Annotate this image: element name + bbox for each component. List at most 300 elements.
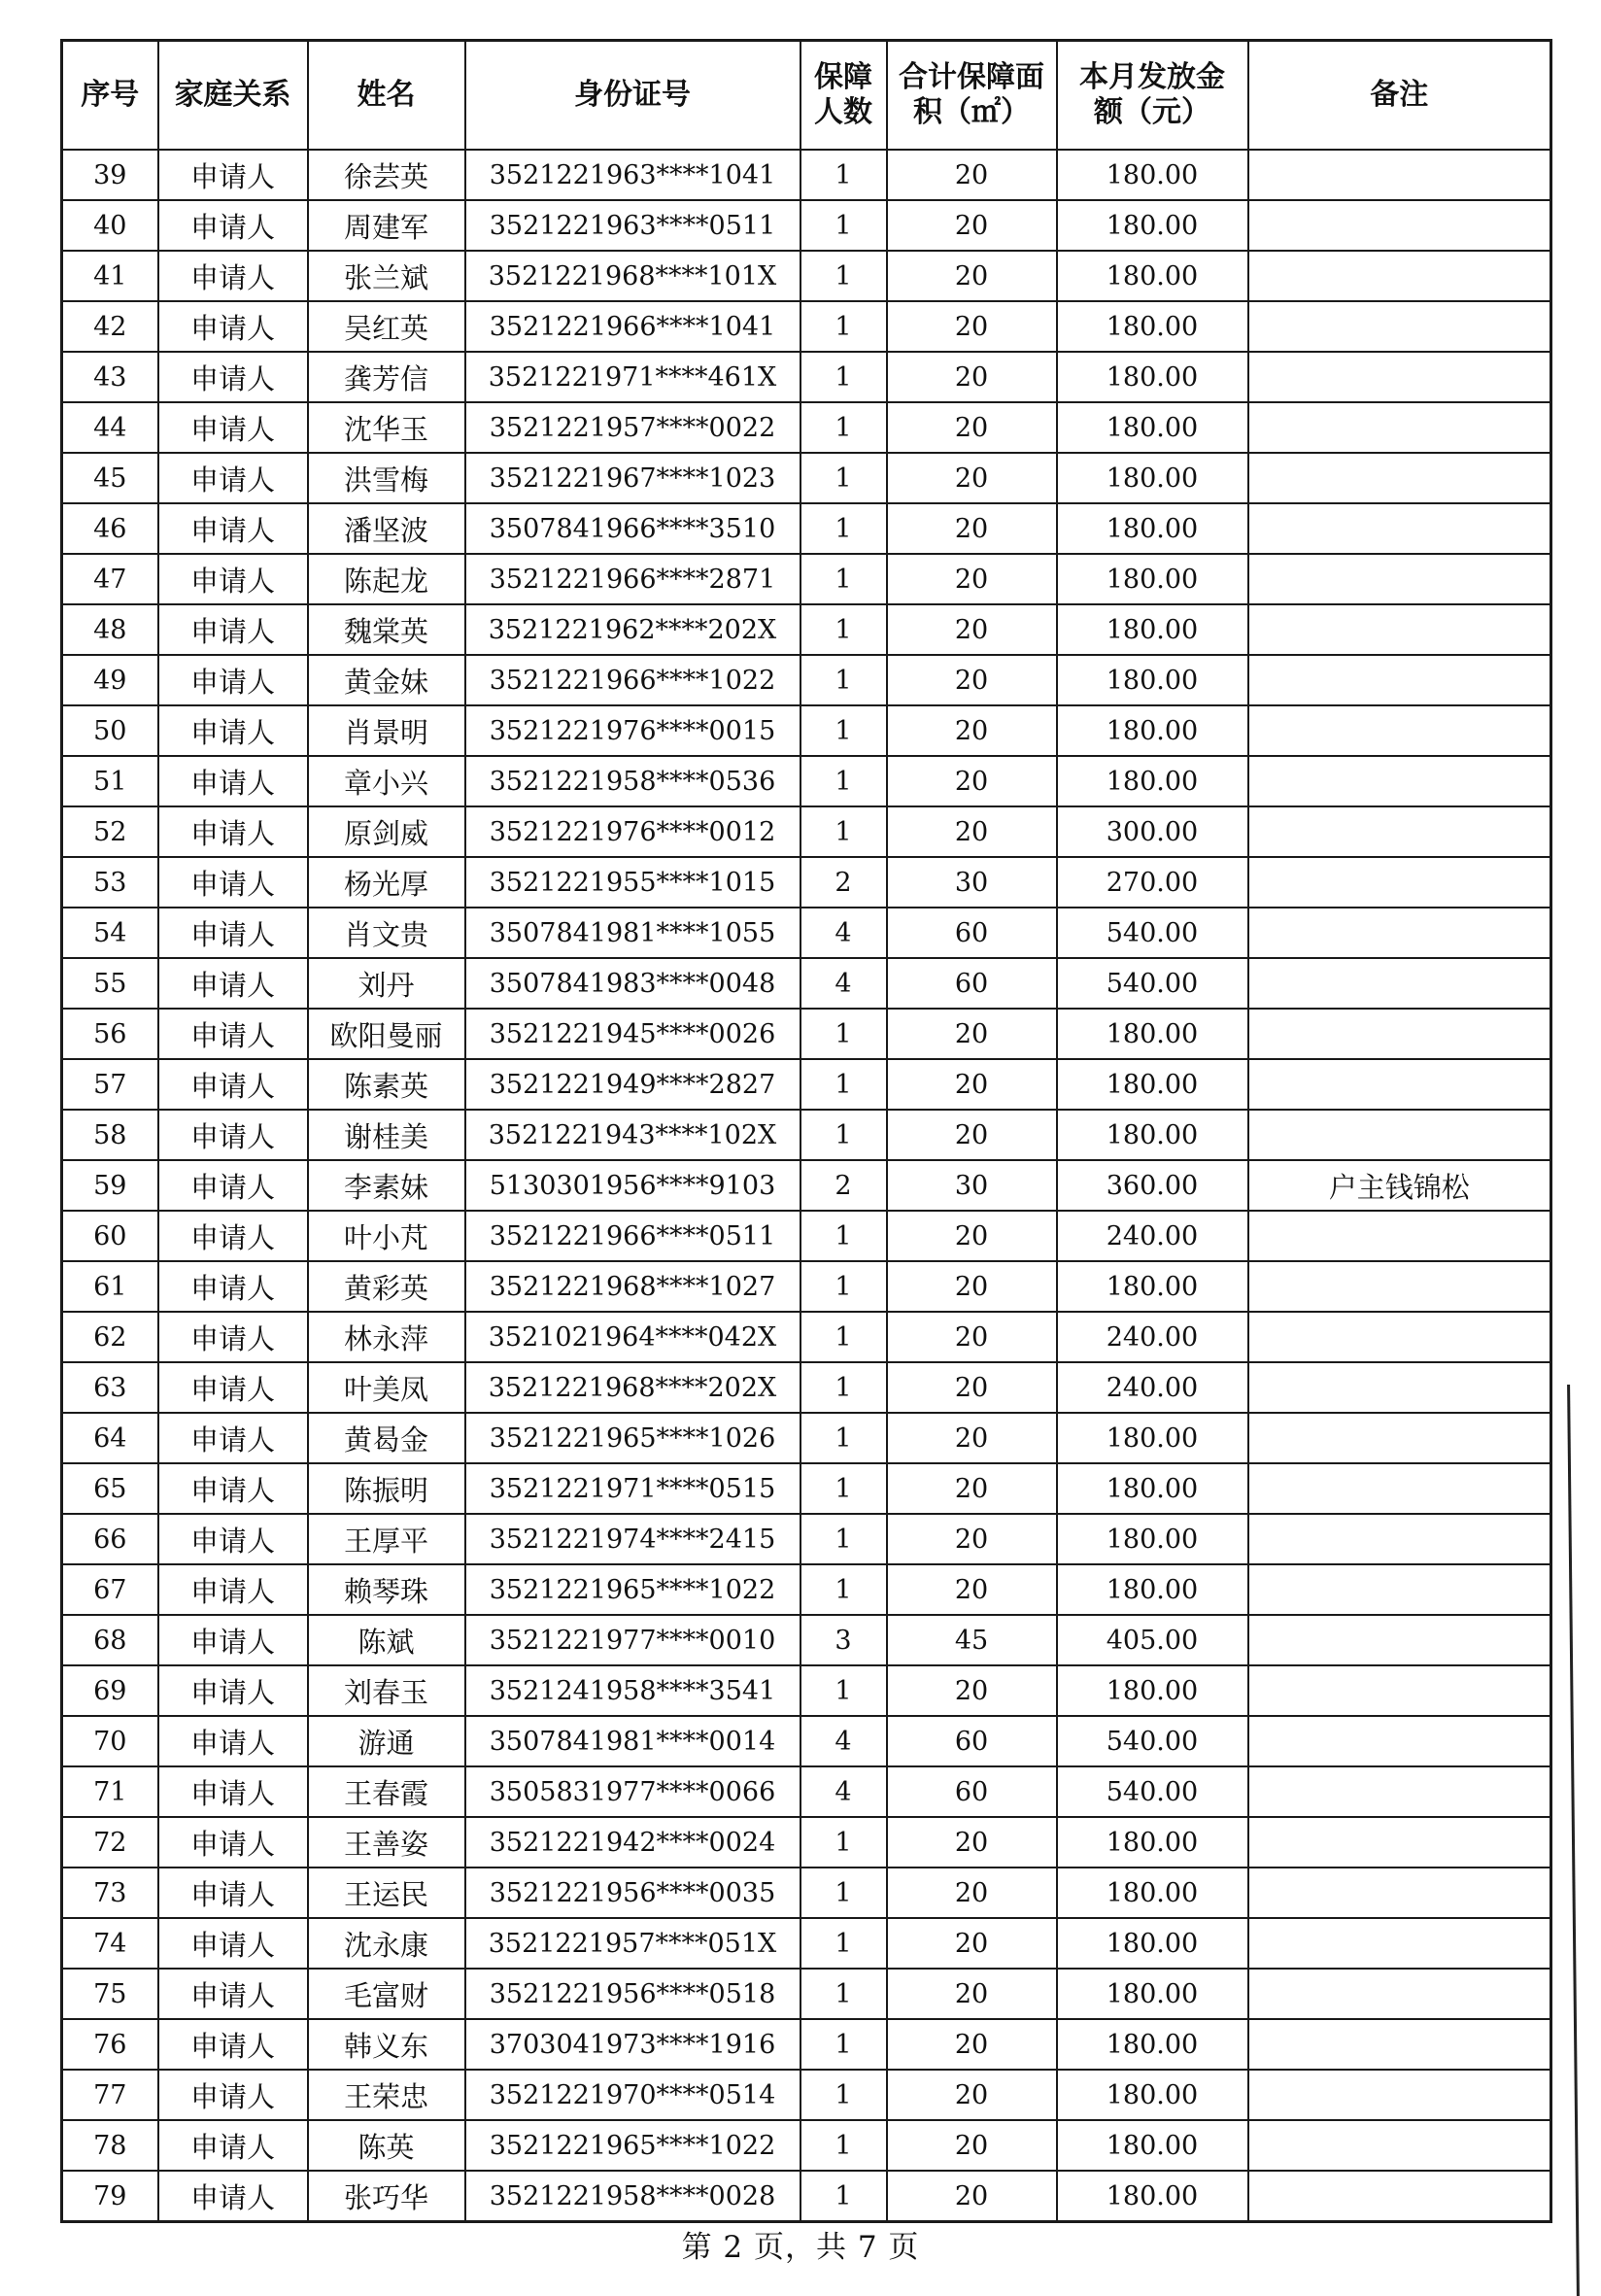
row-area: 20	[887, 1211, 1057, 1261]
row-id-number: 3521221943****102X	[465, 1110, 800, 1160]
row-relation: 申请人	[158, 655, 308, 705]
table-row	[62, 554, 1551, 604]
row-relation: 申请人	[158, 150, 308, 200]
row-seq: 67	[62, 1564, 158, 1615]
row-persons: 1	[800, 1312, 887, 1362]
row-amount: 180.00	[1057, 453, 1248, 503]
row-seq: 45	[62, 453, 158, 503]
row-amount: 180.00	[1057, 150, 1248, 200]
row-area: 20	[887, 655, 1057, 705]
row-seq: 56	[62, 1009, 158, 1059]
row-relation: 申请人	[158, 2019, 308, 2070]
row-seq: 79	[62, 2171, 158, 2222]
row-amount: 240.00	[1057, 1211, 1248, 1261]
row-id-number: 3521221958****0028	[465, 2171, 800, 2222]
row-relation: 申请人	[158, 1413, 308, 1463]
row-relation: 申请人	[158, 2070, 308, 2120]
row-area: 20	[887, 1665, 1057, 1716]
row-relation: 申请人	[158, 1009, 308, 1059]
row-relation: 申请人	[158, 402, 308, 453]
row-relation: 申请人	[158, 958, 308, 1009]
row-amount: 180.00	[1057, 1463, 1248, 1514]
row-seq: 40	[62, 200, 158, 251]
row-remark	[1248, 1009, 1551, 1059]
table-row	[62, 1413, 1551, 1463]
row-area: 20	[887, 301, 1057, 352]
table-body	[62, 150, 1551, 2222]
row-amount: 180.00	[1057, 1665, 1248, 1716]
row-relation: 申请人	[158, 908, 308, 958]
row-amount: 180.00	[1057, 705, 1248, 756]
row-area: 20	[887, 1362, 1057, 1413]
row-remark	[1248, 857, 1551, 908]
table-row	[62, 958, 1551, 1009]
row-area: 20	[887, 1059, 1057, 1110]
row-area: 20	[887, 1009, 1057, 1059]
row-amount: 180.00	[1057, 352, 1248, 402]
row-seq: 57	[62, 1059, 158, 1110]
row-amount: 180.00	[1057, 1817, 1248, 1868]
row-area: 20	[887, 1564, 1057, 1615]
row-relation: 申请人	[158, 1110, 308, 1160]
row-amount: 180.00	[1057, 503, 1248, 554]
row-persons: 4	[800, 958, 887, 1009]
row-remark	[1248, 301, 1551, 352]
row-seq: 47	[62, 554, 158, 604]
row-seq: 64	[62, 1413, 158, 1463]
row-remark	[1248, 2019, 1551, 2070]
row-id-number: 3521241958****3541	[465, 1665, 800, 1716]
row-amount: 300.00	[1057, 806, 1248, 857]
row-id-number: 3521221963****0511	[465, 200, 800, 251]
row-remark	[1248, 1514, 1551, 1564]
row-name: 陈斌	[308, 1615, 465, 1665]
table-row	[62, 1261, 1551, 1312]
row-name: 刘春玉	[308, 1665, 465, 1716]
row-seq: 61	[62, 1261, 158, 1312]
table-row	[62, 806, 1551, 857]
row-amount: 180.00	[1057, 1918, 1248, 1969]
table-row	[62, 1160, 1551, 1211]
row-persons: 1	[800, 2019, 887, 2070]
row-id-number: 3507841966****3510	[465, 503, 800, 554]
row-area: 20	[887, 554, 1057, 604]
row-name: 李素妹	[308, 1160, 465, 1211]
row-seq: 46	[62, 503, 158, 554]
row-amount: 540.00	[1057, 908, 1248, 958]
row-name: 沈华玉	[308, 402, 465, 453]
row-persons: 1	[800, 2171, 887, 2222]
table-row	[62, 1918, 1551, 1969]
row-persons: 1	[800, 1868, 887, 1918]
row-persons: 1	[800, 2070, 887, 2120]
row-relation: 申请人	[158, 756, 308, 806]
row-id-number: 3521221968****101X	[465, 251, 800, 301]
row-id-number: 3521221956****0035	[465, 1868, 800, 1918]
row-name: 刘丹	[308, 958, 465, 1009]
row-persons: 1	[800, 1413, 887, 1463]
row-name: 肖文贵	[308, 908, 465, 958]
row-seq: 72	[62, 1817, 158, 1868]
header-relation: 家庭关系	[158, 41, 308, 151]
row-seq: 75	[62, 1969, 158, 2019]
table-row	[62, 503, 1551, 554]
row-remark	[1248, 1312, 1551, 1362]
row-relation: 申请人	[158, 1211, 308, 1261]
row-amount: 180.00	[1057, 2171, 1248, 2222]
row-remark	[1248, 352, 1551, 402]
row-amount: 180.00	[1057, 655, 1248, 705]
row-id-number: 3521221970****0514	[465, 2070, 800, 2120]
row-relation: 申请人	[158, 705, 308, 756]
row-relation: 申请人	[158, 1969, 308, 2019]
row-name: 韩义东	[308, 2019, 465, 2070]
table-row	[62, 1868, 1551, 1918]
row-id-number: 3521221965****1026	[465, 1413, 800, 1463]
row-remark	[1248, 1817, 1551, 1868]
row-id-number: 3521021964****042X	[465, 1312, 800, 1362]
row-relation: 申请人	[158, 1716, 308, 1766]
row-seq: 76	[62, 2019, 158, 2070]
row-area: 20	[887, 2019, 1057, 2070]
row-relation: 申请人	[158, 1160, 308, 1211]
row-area: 60	[887, 1716, 1057, 1766]
page-footer: 第 2 页，共 7 页	[681, 2230, 920, 2265]
row-persons: 1	[800, 1514, 887, 1564]
row-name: 王善姿	[308, 1817, 465, 1868]
row-name: 章小兴	[308, 756, 465, 806]
table-row	[62, 1514, 1551, 1564]
table-row	[62, 1716, 1551, 1766]
row-remark	[1248, 1716, 1551, 1766]
row-name: 黄曷金	[308, 1413, 465, 1463]
table-row	[62, 1110, 1551, 1160]
row-amount: 180.00	[1057, 1514, 1248, 1564]
row-id-number: 3521221963****1041	[465, 150, 800, 200]
row-id-number: 3703041973****1916	[465, 2019, 800, 2070]
row-seq: 59	[62, 1160, 158, 1211]
row-name: 周建军	[308, 200, 465, 251]
table-row	[62, 1211, 1551, 1261]
row-remark	[1248, 655, 1551, 705]
header-remark: 备注	[1248, 41, 1551, 151]
table-row	[62, 604, 1551, 655]
row-remark	[1248, 1665, 1551, 1716]
header-name: 姓名	[308, 41, 465, 151]
header-amount: 本月发放金额（元）	[1057, 41, 1248, 151]
table-row	[62, 705, 1551, 756]
row-amount: 540.00	[1057, 1716, 1248, 1766]
table-row	[62, 1463, 1551, 1514]
row-persons: 1	[800, 604, 887, 655]
row-remark	[1248, 1059, 1551, 1110]
row-amount: 405.00	[1057, 1615, 1248, 1665]
row-area: 20	[887, 453, 1057, 503]
row-area: 60	[887, 958, 1057, 1009]
row-id-number: 3507841981****1055	[465, 908, 800, 958]
row-remark	[1248, 1110, 1551, 1160]
row-area: 20	[887, 1868, 1057, 1918]
row-remark	[1248, 1362, 1551, 1413]
row-persons: 1	[800, 1918, 887, 1969]
row-relation: 申请人	[158, 554, 308, 604]
header-seq: 序号	[62, 41, 158, 151]
row-persons: 1	[800, 1817, 887, 1868]
row-area: 20	[887, 2120, 1057, 2171]
row-persons: 1	[800, 1969, 887, 2019]
table-row	[62, 1817, 1551, 1868]
row-area: 20	[887, 2070, 1057, 2120]
row-id-number: 3507841983****0048	[465, 958, 800, 1009]
row-name: 肖景明	[308, 705, 465, 756]
row-seq: 51	[62, 756, 158, 806]
row-relation: 申请人	[158, 1463, 308, 1514]
row-relation: 申请人	[158, 1665, 308, 1716]
row-area: 30	[887, 857, 1057, 908]
row-remark	[1248, 150, 1551, 200]
row-id-number: 3521221967****1023	[465, 453, 800, 503]
row-name: 杨光厚	[308, 857, 465, 908]
row-relation: 申请人	[158, 503, 308, 554]
table-header	[62, 41, 1551, 151]
row-name: 陈英	[308, 2120, 465, 2171]
table-row	[62, 857, 1551, 908]
row-persons: 1	[800, 200, 887, 251]
row-seq: 58	[62, 1110, 158, 1160]
row-seq: 44	[62, 402, 158, 453]
row-id-number: 3521221957****051X	[465, 1918, 800, 1969]
table-row	[62, 1362, 1551, 1413]
row-id-number: 3521221971****461X	[465, 352, 800, 402]
row-name: 张兰斌	[308, 251, 465, 301]
row-seq: 68	[62, 1615, 158, 1665]
row-remark: 户主钱锦松	[1248, 1160, 1551, 1211]
row-id-number: 3521221949****2827	[465, 1059, 800, 1110]
row-id-number: 3507841981****0014	[465, 1716, 800, 1766]
row-relation: 申请人	[158, 1564, 308, 1615]
table-row	[62, 200, 1551, 251]
row-amount: 270.00	[1057, 857, 1248, 908]
row-id-number: 3505831977****0066	[465, 1766, 800, 1817]
row-name: 徐芸英	[308, 150, 465, 200]
table-row	[62, 1615, 1551, 1665]
table-row	[62, 402, 1551, 453]
row-amount: 180.00	[1057, 1009, 1248, 1059]
table-row	[62, 1312, 1551, 1362]
row-relation: 申请人	[158, 1514, 308, 1564]
row-amount: 180.00	[1057, 1564, 1248, 1615]
row-name: 原剑威	[308, 806, 465, 857]
row-id-number: 3521221966****0511	[465, 1211, 800, 1261]
row-area: 20	[887, 2171, 1057, 2222]
row-persons: 1	[800, 503, 887, 554]
header-id-number: 身份证号	[465, 41, 800, 151]
row-name: 毛富财	[308, 1969, 465, 2019]
table-row	[62, 2171, 1551, 2222]
row-remark	[1248, 1918, 1551, 1969]
row-remark	[1248, 2070, 1551, 2120]
row-name: 欧阳曼丽	[308, 1009, 465, 1059]
row-relation: 申请人	[158, 453, 308, 503]
row-seq: 50	[62, 705, 158, 756]
row-id-number: 3521221974****2415	[465, 1514, 800, 1564]
row-remark	[1248, 1211, 1551, 1261]
row-amount: 180.00	[1057, 200, 1248, 251]
row-seq: 66	[62, 1514, 158, 1564]
row-relation: 申请人	[158, 1059, 308, 1110]
row-amount: 180.00	[1057, 604, 1248, 655]
row-area: 60	[887, 908, 1057, 958]
row-persons: 1	[800, 1110, 887, 1160]
row-amount: 180.00	[1057, 756, 1248, 806]
table-row	[62, 301, 1551, 352]
row-seq: 42	[62, 301, 158, 352]
table-row	[62, 1009, 1551, 1059]
row-persons: 1	[800, 554, 887, 604]
row-seq: 65	[62, 1463, 158, 1514]
row-remark	[1248, 2171, 1551, 2222]
row-relation: 申请人	[158, 2120, 308, 2171]
row-amount: 180.00	[1057, 1110, 1248, 1160]
table-row	[62, 1059, 1551, 1110]
row-relation: 申请人	[158, 1312, 308, 1362]
row-area: 20	[887, 806, 1057, 857]
row-relation: 申请人	[158, 1261, 308, 1312]
row-remark	[1248, 958, 1551, 1009]
row-id-number: 3521221945****0026	[465, 1009, 800, 1059]
row-amount: 180.00	[1057, 1969, 1248, 2019]
row-relation: 申请人	[158, 251, 308, 301]
row-area: 20	[887, 200, 1057, 251]
scan-edge-line	[1567, 1385, 1580, 2296]
table-row	[62, 251, 1551, 301]
row-persons: 1	[800, 705, 887, 756]
row-persons: 1	[800, 756, 887, 806]
row-seq: 62	[62, 1312, 158, 1362]
row-remark	[1248, 1413, 1551, 1463]
row-id-number: 3521221968****202X	[465, 1362, 800, 1413]
row-remark	[1248, 200, 1551, 251]
table-row	[62, 1766, 1551, 1817]
row-remark	[1248, 2120, 1551, 2171]
row-area: 20	[887, 756, 1057, 806]
row-amount: 180.00	[1057, 2070, 1248, 2120]
row-name: 王厚平	[308, 1514, 465, 1564]
table-row	[62, 756, 1551, 806]
table-row	[62, 2070, 1551, 2120]
row-seq: 39	[62, 150, 158, 200]
row-id-number: 3521221966****1041	[465, 301, 800, 352]
table-row	[62, 1969, 1551, 2019]
row-amount: 180.00	[1057, 1868, 1248, 1918]
table-row	[62, 1564, 1551, 1615]
row-seq: 49	[62, 655, 158, 705]
row-seq: 77	[62, 2070, 158, 2120]
row-id-number: 3521221968****1027	[465, 1261, 800, 1312]
row-relation: 申请人	[158, 200, 308, 251]
row-relation: 申请人	[158, 857, 308, 908]
row-id-number: 3521221957****0022	[465, 402, 800, 453]
row-area: 20	[887, 1969, 1057, 2019]
row-id-number: 5130301956****9103	[465, 1160, 800, 1211]
table-row	[62, 150, 1551, 200]
table-row	[62, 908, 1551, 958]
row-remark	[1248, 1615, 1551, 1665]
row-area: 20	[887, 1312, 1057, 1362]
header-persons: 保障人数	[800, 41, 887, 151]
row-name: 林永萍	[308, 1312, 465, 1362]
row-persons: 1	[800, 301, 887, 352]
row-relation: 申请人	[158, 2171, 308, 2222]
table-row	[62, 352, 1551, 402]
row-id-number: 3521221942****0024	[465, 1817, 800, 1868]
row-relation: 申请人	[158, 1766, 308, 1817]
row-persons: 1	[800, 1665, 887, 1716]
row-remark	[1248, 604, 1551, 655]
row-relation: 申请人	[158, 604, 308, 655]
row-name: 王运民	[308, 1868, 465, 1918]
row-name: 张巧华	[308, 2171, 465, 2222]
row-id-number: 3521221965****1022	[465, 2120, 800, 2171]
row-relation: 申请人	[158, 1918, 308, 1969]
row-seq: 71	[62, 1766, 158, 1817]
row-persons: 1	[800, 1362, 887, 1413]
row-id-number: 3521221966****1022	[465, 655, 800, 705]
row-amount: 180.00	[1057, 2019, 1248, 2070]
row-remark	[1248, 1766, 1551, 1817]
row-persons: 1	[800, 251, 887, 301]
row-id-number: 3521221956****0518	[465, 1969, 800, 2019]
row-amount: 180.00	[1057, 1413, 1248, 1463]
row-area: 20	[887, 1413, 1057, 1463]
header-area: 合计保障面积（㎡）	[887, 41, 1057, 151]
row-persons: 4	[800, 1716, 887, 1766]
row-seq: 63	[62, 1362, 158, 1413]
row-amount: 180.00	[1057, 1059, 1248, 1110]
table-row	[62, 2120, 1551, 2171]
row-remark	[1248, 908, 1551, 958]
row-persons: 3	[800, 1615, 887, 1665]
row-seq: 43	[62, 352, 158, 402]
row-seq: 60	[62, 1211, 158, 1261]
row-remark	[1248, 1261, 1551, 1312]
row-relation: 申请人	[158, 1362, 308, 1413]
row-seq: 53	[62, 857, 158, 908]
table-row	[62, 655, 1551, 705]
row-persons: 1	[800, 1211, 887, 1261]
row-persons: 2	[800, 857, 887, 908]
row-name: 陈起龙	[308, 554, 465, 604]
row-seq: 55	[62, 958, 158, 1009]
row-remark	[1248, 1463, 1551, 1514]
row-amount: 540.00	[1057, 958, 1248, 1009]
row-remark	[1248, 503, 1551, 554]
row-amount: 240.00	[1057, 1312, 1248, 1362]
row-amount: 180.00	[1057, 402, 1248, 453]
row-id-number: 3521221958****0536	[465, 756, 800, 806]
row-persons: 1	[800, 655, 887, 705]
row-name: 吴红英	[308, 301, 465, 352]
row-persons: 1	[800, 453, 887, 503]
row-id-number: 3521221965****1022	[465, 1564, 800, 1615]
row-persons: 1	[800, 806, 887, 857]
row-name: 黄金妹	[308, 655, 465, 705]
row-persons: 1	[800, 2120, 887, 2171]
row-area: 20	[887, 1110, 1057, 1160]
row-persons: 1	[800, 402, 887, 453]
row-area: 20	[887, 503, 1057, 554]
row-relation: 申请人	[158, 301, 308, 352]
